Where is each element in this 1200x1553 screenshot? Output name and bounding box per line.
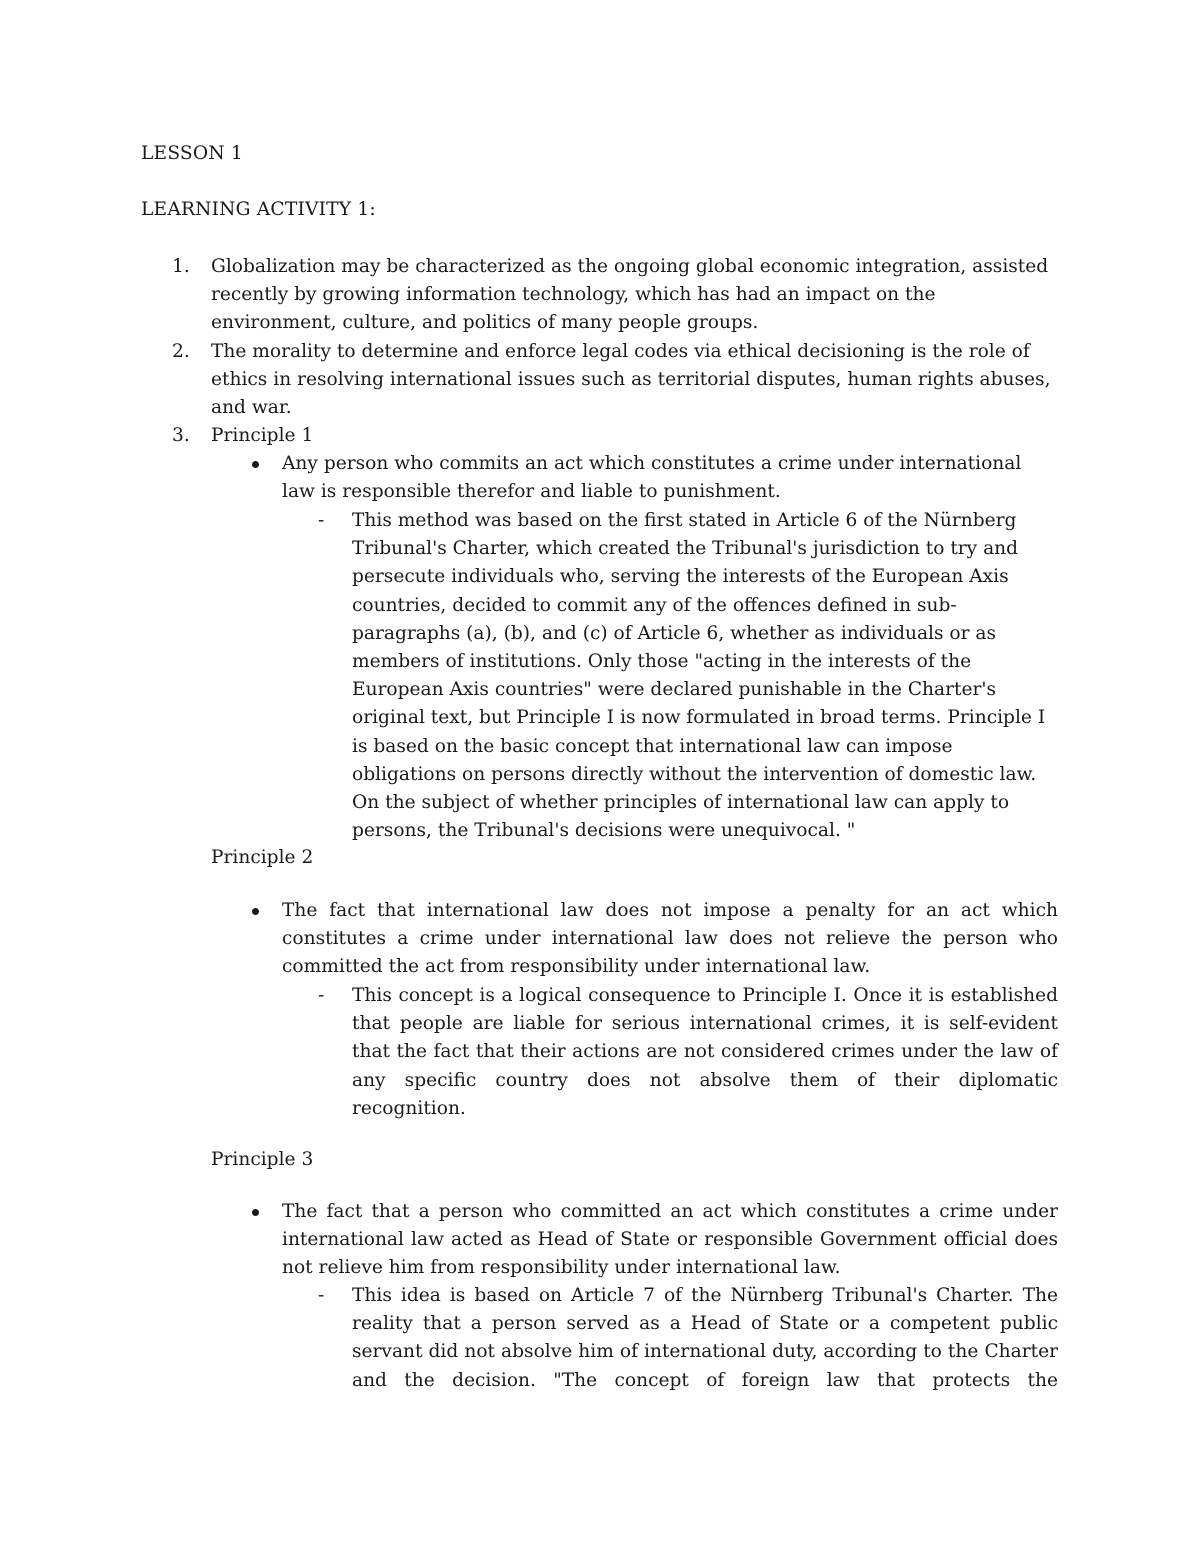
dash-marker: - bbox=[318, 1285, 325, 1306]
list-number: 2. bbox=[172, 341, 190, 362]
list-item-text: The morality to determine and enforce legal codes via ethical decisioning is the role of ethics in resolving international issues such as territorial disputes, human rights abuses, and war. bbox=[211, 341, 1051, 419]
bullet-icon bbox=[251, 897, 263, 909]
principle-explanation: This method was based on the first stated in Article 6 of the Nürnberg Tribunal's Charter, which created the Tribunal's jurisdiction to try and persecute individuals who, serving the interests of the European Axis countries, decided to commit any of the offences defined in sub-paragraphs (a), (b), and (c) of Article 6, whether as individuals or as members of institutions. Only those "acting in the interests of the European Axis countries" were declared punishable in the Charter's original text, but Principle I is now formulated in broad terms. Principle I is based on the basic concept that international law can impose obligations on persons directly without the intervention of domestic law. On the subject of whether principles of international law can apply to persons, the Tribunal's decisions were unequivocal. " bbox=[352, 510, 1046, 842]
bullet-icon bbox=[251, 450, 263, 462]
bullet-icon bbox=[251, 1198, 263, 1210]
activity-title: LEARNING ACTIVITY 1: bbox=[141, 199, 376, 220]
principle-label: Principle 1 bbox=[211, 425, 314, 446]
principle-label: Principle 2 bbox=[211, 847, 314, 868]
dash-marker: - bbox=[318, 985, 325, 1006]
principle-statement: The fact that a person who committed an act which constitutes a crime under international law acted as Head of State or responsible Government official does not relieve him from responsibility under international law. bbox=[282, 1201, 1058, 1279]
principle-explanation: This concept is a logical consequence to Principle I. Once it is established that people are liable for serious international crimes, it is self-evident that the fact that their actions are not considered crimes under the law of any specific country does not absolve them of their diplomatic recognition. bbox=[352, 985, 1058, 1119]
list-number: 3. bbox=[172, 425, 190, 446]
principle-explanation: This idea is based on Article 7 of the Nürnberg Tribunal's Charter. The reality that a person served as a Head of State or a competent public servant did not absolve him of international duty, according to the Charter and the decision. "The concept of foreign law that protects the bbox=[352, 1285, 1058, 1391]
list-number: 1. bbox=[172, 256, 190, 277]
lesson-title: LESSON 1 bbox=[141, 143, 243, 164]
dash-marker: - bbox=[318, 510, 325, 531]
principle-label: Principle 3 bbox=[211, 1149, 314, 1170]
principle-statement: The fact that international law does not impose a penalty for an act which constitutes a crime under international law does not relieve the person who committed the act from responsibility under international law. bbox=[282, 900, 1058, 978]
principle-statement: Any person who commits an act which constitutes a crime under international law is responsible therefor and liable to punishment. bbox=[282, 453, 1022, 503]
list-item-text: Globalization may be characterized as the ongoing global economic integration, assisted recently by growing information technology, which has had an impact on the environment, culture, and politics of many people groups. bbox=[211, 256, 1049, 334]
